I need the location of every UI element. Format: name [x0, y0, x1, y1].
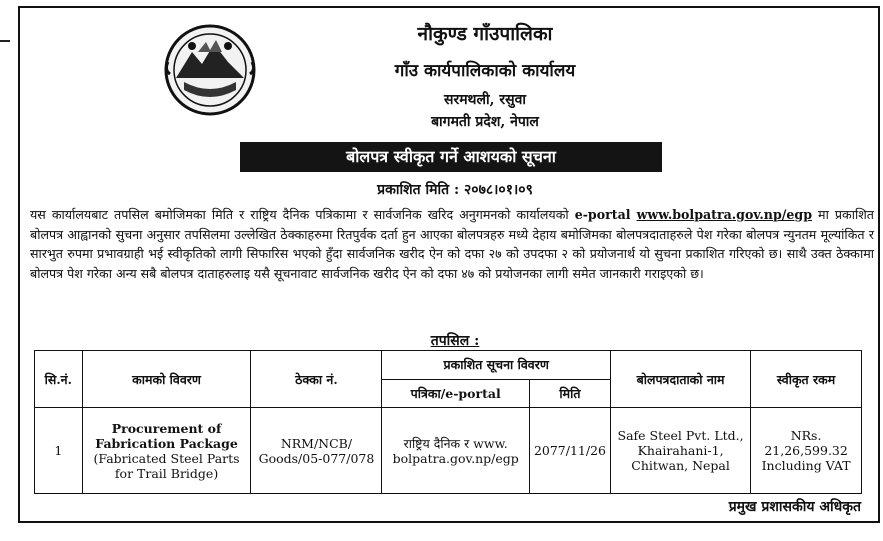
body-text-part1: यस कार्यालयबाट तपसिल बमोजिमका मिति र राष्ट्रिय दैनिक पत्रिकामा र सार्वजनिक खरिद अनुगमनको कार्यालयको — [30, 207, 575, 222]
header-bidder: बोलपत्रदाताको नाम — [610, 351, 750, 408]
eportal-label: e-portal — [574, 207, 631, 222]
notice-title: बोलपत्र स्वीकृत गर्ने आशयको सूचना — [240, 142, 662, 172]
signature-title: प्रमुख प्रशासकीय अधिकृत — [728, 499, 861, 515]
table-row — [35, 408, 862, 494]
cell-contract-no: NRM/NCB/ Goods/05-077/078 — [251, 408, 382, 494]
published-date: प्रकाशित मिति : २०७८।०१।०९ — [377, 182, 533, 198]
header-newspaper: पत्रिका/e-portal — [382, 379, 530, 408]
cell-amount: NRs. 21,26,599.32 Including VAT — [751, 408, 862, 494]
cell-work — [82, 408, 251, 494]
header-contract-no: ठेक्का नं. — [251, 351, 382, 408]
cell-bidder: Safe Steel Pvt. Ltd., Khairahani-1, Chitwan, Nepal — [610, 408, 750, 494]
header-amount: स्वीकृत रकम — [751, 351, 862, 408]
province-name: बागमती प्रदेश, नेपाल — [431, 114, 539, 130]
work-title: Procurement of Fabrication Package — [95, 420, 238, 451]
office-location: सरमथली, रसुवा — [444, 92, 526, 108]
header-sn: सि.नं. — [35, 351, 83, 408]
government-emblem-icon — [162, 22, 258, 118]
award-table — [34, 350, 862, 494]
header-date: मिति — [529, 379, 610, 408]
edge-line — [0, 40, 10, 42]
body-text-part2: मा प्रकाशित बोलपत्र आह्वानको सुचना अनुसार तपसिलमा उल्लेखित ठेक्काहरुमा रितपुर्वक दर्ता हुन आएका बोलपत्रहरु मध्ये देहाय बमोजिमका बोलपत्रदाताहरुले पेश गरेका बोलपत्र न्युनतम मूल्यांकित र सारभुत रुपमा प्रभावग्राही भई स्वीकृतिको लागी सिफारिस भएको हुँदा सार्वजनिक खरीद ऐन को दफा २७ को उपदफा २ को प्रयोजनार्थ यो सुचना प्रकाशित गरिएको छ। साथै उक्त ठेक्कामा बोलपत्र पेश गरेका अन्य सबै बोलपत्र दाताहरुलाइ यसै सूचनावाट सार्वजनिक खरीद ऐन को दफा ४७ को प्रयोजनका लागी समेत जानकारी गराइएको छ। — [30, 207, 874, 281]
cell-sn: 1 — [35, 408, 83, 494]
municipality-name: नौकुण्ड गाँउपालिका — [417, 23, 553, 45]
notice-body — [30, 205, 874, 283]
header-work: कामको विवरण — [82, 351, 251, 408]
cell-newspaper: राष्ट्रिय दैनिक र www. bolpatra.gov.np/egp — [382, 408, 530, 494]
header-published-notice: प्रकाशित सूचना विवरण — [382, 351, 611, 380]
table-header-row — [35, 351, 862, 380]
cell-date: 2077/11/26 — [529, 408, 610, 494]
office-name: गाँउ कार्यपालिकाको कार्यालय — [394, 61, 576, 81]
bolpatra-link[interactable]: www.bolpatra.gov.np/egp — [636, 207, 812, 222]
work-detail: (Fabricated Steel Parts for Trail Bridge) — [93, 450, 240, 481]
schedule-title: तपसिल : — [430, 333, 480, 349]
